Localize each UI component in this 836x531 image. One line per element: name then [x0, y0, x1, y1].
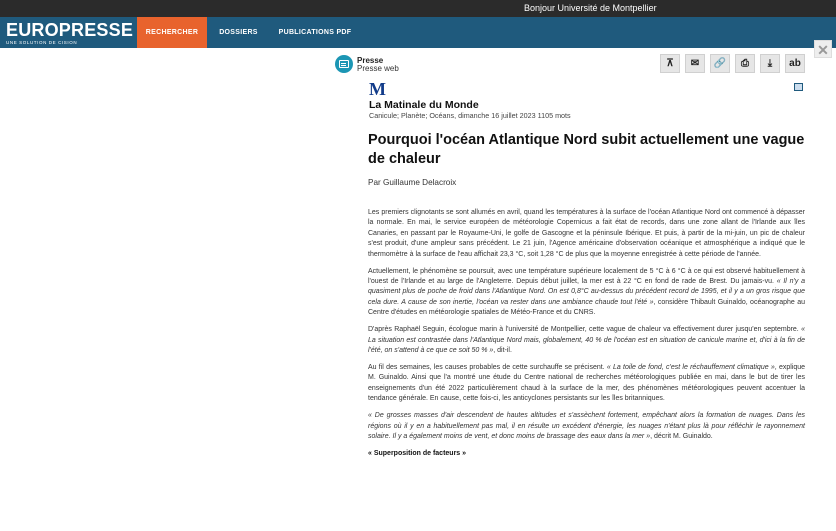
quote: « Il n'y a quasiment plus de poche de froid dans l'Atlantique Nord. On est 0,8°C au-dessus du précédent record de 1995, et il y a un gros risque que cela dure. A cause de son inertie, l'océan va rester dans une ambiance chaude tout l'été » — [368, 278, 805, 306]
paragraph — [368, 325, 805, 356]
paragraph-text: , dit-il. — [493, 347, 512, 355]
paragraph-text: Actuellement, le phénomène se poursuit, avec une température supérieure localement de 5 °C à 6 °C à ce qui est observé habituellement à l'ouest de l'Irlande et au large de l'Angleterre. Depuis début juillet, la mer est à 22 °C en fond de rade de Brest. Du jamais-vu. — [368, 267, 805, 286]
europresse-logo[interactable] — [6, 21, 133, 46]
download-icon[interactable]: ⤓ — [760, 54, 780, 73]
nav-publications-pdf[interactable]: PUBLICATIONS PDF — [278, 29, 352, 36]
quote: « De grosses masses d'air descendent de hautes altitudes et s'assèchent fortement, empêchant alors la formation de nuages. Dans les régions où il y en a habituellement pas mal, il en résulte un excédent d'énergie, les nuages n'étant plus là pour réfléchir le rayonnement solaire. Il y a également moins de vent, et donc moins de brassage des eaux dans la mer » — [368, 412, 805, 441]
publication-name: La Matinale du Monde — [369, 99, 479, 111]
article-author: Par Guillaume Delacroix — [368, 178, 457, 187]
paragraph-text: , explique M. Guinaldo. Ainsi que l'a montré une étude du Centre national de recherches météorologiques publiée en mai, dans le but de tirer les enseignements d'un été 2022 particulièrement chaud à la surface de la mer, des phénomènes météorologiques peuvent accentuer la tendance générale. En cause, cette fois-ci, les anticyclones persistants sur les îles britanniques. — [368, 364, 806, 403]
article-meta: Canicule; Planète; Océans, dimanche 16 juillet 2023 1105 mots — [369, 111, 571, 120]
source-title: Presse — [357, 56, 384, 65]
greeting-text: Bonjour Université de Montpellier — [524, 3, 657, 13]
quote: « La situation est contrastée dans l'Atlantique Nord mais, globalement, 40 % de l'océan est en situation de canicule marine et, d'ici à la fin de l'été, on s'attend à ce que ce soit 50 % » — [368, 326, 805, 355]
paragraph-text: , considère Thibault Guinaldo, océanographe au Centre d'études en météorologie spatiales de Météo-France et du CNRS. — [368, 298, 805, 317]
press-source-icon — [335, 55, 353, 73]
print-icon[interactable]: ⎙ — [735, 54, 755, 73]
source-subtitle: Presse web — [357, 64, 399, 73]
article-headline: Pourquoi l'océan Atlantique Nord subit actuellement une vague de chaleur — [368, 132, 805, 167]
top-bar — [0, 0, 836, 17]
paragraph-text: , décrit M. Guinaldo. — [650, 433, 713, 441]
pin-icon[interactable]: ⊼ — [660, 54, 680, 73]
quote: « La toile de fond, c'est le réchauffement climatique » — [606, 364, 775, 372]
translate-icon[interactable]: ab — [785, 54, 805, 73]
mail-icon[interactable]: ✉ — [685, 54, 705, 73]
close-icon[interactable]: ✕ — [814, 40, 832, 58]
logo-name: EUROPRESSE — [6, 20, 134, 40]
article-body — [368, 208, 805, 466]
nav-dossiers[interactable]: DOSSIERS — [219, 29, 258, 36]
paragraph — [368, 363, 805, 405]
link-icon[interactable]: 🔗 — [710, 54, 730, 73]
main-nav — [0, 17, 836, 48]
nav-rechercher[interactable]: RECHERCHER — [137, 17, 207, 48]
logo-tagline: UNE SOLUTION DE CISION — [6, 40, 78, 45]
image-icon[interactable] — [794, 83, 803, 91]
paragraph — [368, 267, 805, 319]
paragraph-text: D'après Raphaël Seguin, écologue marin à l'université de Montpellier, cette vague de chaleur va effectivement durer jusqu'en septembre. — [368, 326, 802, 334]
article-subheading: « Superposition de facteurs » — [368, 450, 467, 458]
paragraph: Les premiers clignotants se sont allumés en avril, quand les températures à la surface de l'océan Atlantique Nord ont commencé à dépasser la normale. En mai, le service européen de météorologie Copernicus a fait état de records, dans une zone allant de l'Irlande aux îles Canaries, en passant par le Royaume-Uni, le golfe de Gascogne et la péninsule Ibérique. Et puis, à partir de la mi-juin, un pic de chaleur s'est produit, d'une ampleur sans précédent. Le 21 juin, l'Agence américaine d'observation océanique et atmosphérique a indiqué que le thermomètre à la surface de l'eau affichait 23,3 °C, soit 1,28 °C de plus que la moyenne enregistrée à cette période de l'année. — [368, 209, 805, 258]
paragraph — [368, 411, 805, 442]
le-monde-logo: M — [369, 79, 386, 99]
paragraph-text: Au fil des semaines, les causes probables de cette surchauffe se précisent. — [368, 364, 607, 372]
